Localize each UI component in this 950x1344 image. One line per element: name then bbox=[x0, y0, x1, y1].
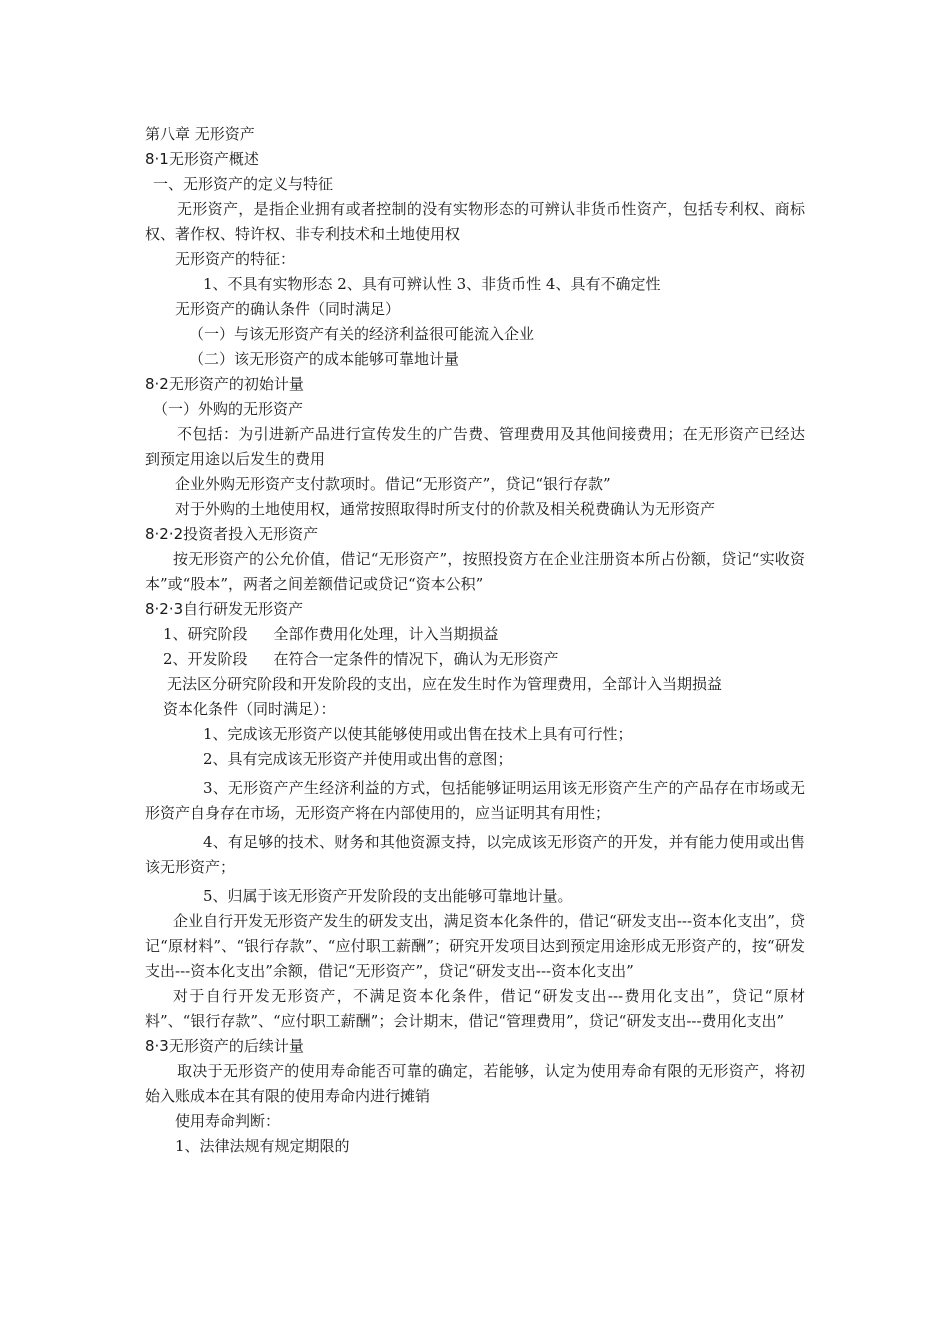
subsection-definition-heading: 一、无形资产的定义与特征 bbox=[153, 175, 334, 193]
investment-entry-paragraph: 按无形资产的公允价值，借记“无形资产”，按照投资方在企业注册资本所占份额，贷记“实收资本”或“股本”，两者之间差额借记或贷记“资本公积” bbox=[145, 550, 805, 593]
section-8-2-2-heading: 8·2·2投资者投入无形资产 bbox=[145, 525, 319, 543]
purchased-asset-heading: （一）外购的无形资产 bbox=[153, 400, 304, 418]
document-page bbox=[145, 122, 805, 1159]
section-8-2-3-heading: 8·2·3自行研发无形资产 bbox=[145, 600, 304, 618]
land-use-paragraph: 对于外购的土地使用权，通常按照取得时所支付的价款及相关税费确认为无形资产 bbox=[175, 500, 716, 518]
features-list: 1、不具有实物形态 2、具有可辨认性 3、非货币性 4、具有不确定性 bbox=[203, 275, 661, 293]
section-8-1-heading: 8·1无形资产概述 bbox=[145, 150, 259, 168]
section-8-3-heading: 8·3无形资产的后续计量 bbox=[145, 1037, 304, 1055]
development-stage-label: 2、开发阶段 bbox=[163, 650, 248, 668]
research-stage-line bbox=[145, 622, 805, 647]
useful-life-item-1: 1、法律法规有规定期限的 bbox=[175, 1137, 350, 1155]
exclusion-paragraph: 不包括：为引进新产品进行宣传发生的广告费、管理费用及其他间接费用；在无形资产已经达到预定用途以后发生的费用 bbox=[145, 425, 805, 468]
useful-life-heading: 使用寿命判断： bbox=[175, 1112, 281, 1130]
capitalization-condition-2: 2、具有完成该无形资产并使用或出售的意图； bbox=[203, 750, 513, 768]
purchase-entry-paragraph: 企业外购无形资产支付款项时。借记“无形资产”，贷记“银行存款” bbox=[175, 475, 611, 493]
features-heading: 无形资产的特征： bbox=[175, 250, 296, 268]
rd-capitalized-entry-paragraph: 企业自行开发无形资产发生的研发支出，满足资本化条件的，借记“研发支出---资本化支出”，贷记“原材料”、“银行存款”、“应付职工薪酬”；研究开发项目达到预定用途形成无形资产的，按“研发支出---资本化支出”余额，借记“无形资产”，贷记“研发支出---资本化支出” bbox=[145, 912, 805, 980]
capitalization-condition-4: 4、有足够的技术、财务和其他资源支持，以完成该无形资产的开发，并有能力使用或出售该无形资产； bbox=[145, 833, 805, 876]
chapter-title: 第八章 无形资产 bbox=[145, 125, 255, 143]
development-stage-text: 在符合一定条件的情况下，确认为无形资产 bbox=[273, 650, 559, 668]
capitalization-condition-5: 5、归属于该无形资产开发阶段的支出能够可靠地计量。 bbox=[203, 887, 573, 905]
section-8-2-heading: 8·2无形资产的初始计量 bbox=[145, 375, 304, 393]
recognition-heading: 无形资产的确认条件（同时满足） bbox=[175, 300, 401, 318]
indistinct-expense-paragraph: 无法区分研究阶段和开发阶段的支出，应在发生时作为管理费用，全部计入当期损益 bbox=[167, 675, 723, 693]
research-stage-label: 1、研究阶段 bbox=[163, 625, 248, 643]
recognition-condition-1: （一）与该无形资产有关的经济利益很可能流入企业 bbox=[189, 325, 535, 343]
rd-expensed-entry-paragraph: 对于自行开发无形资产，不满足资本化条件，借记“研发支出---费用化支出”，贷记“原材料”、“银行存款”、“应付职工薪酬”；会计期末，借记“管理费用”，贷记“研发支出---费用化支出” bbox=[145, 987, 805, 1030]
recognition-condition-2: （二）该无形资产的成本能够可靠地计量 bbox=[189, 350, 460, 368]
capitalization-condition-3: 3、无形资产产生经济利益的方式，包括能够证明运用该无形资产生产的产品存在市场或无形资产自身存在市场，无形资产将在内部使用的，应当证明其有用性； bbox=[145, 779, 805, 822]
capitalization-heading: 资本化条件（同时满足）： bbox=[163, 700, 336, 718]
capitalization-condition-1: 1、完成该无形资产以使其能够使用或出售在技术上具有可行性； bbox=[203, 725, 633, 743]
research-stage-text: 全部作费用化处理，计入当期损益 bbox=[273, 625, 499, 643]
development-stage-line bbox=[145, 647, 805, 672]
definition-paragraph: 无形资产，是指企业拥有或者控制的没有实物形态的可辨认非货币性资产，包括专利权、商标权、著作权、特许权、非专利技术和土地使用权 bbox=[145, 200, 805, 243]
subsequent-measurement-paragraph: 取决于无形资产的使用寿命能否可靠的确定，若能够，认定为使用寿命有限的无形资产，将初始入账成本在其有限的使用寿命内进行摊销 bbox=[145, 1062, 805, 1105]
